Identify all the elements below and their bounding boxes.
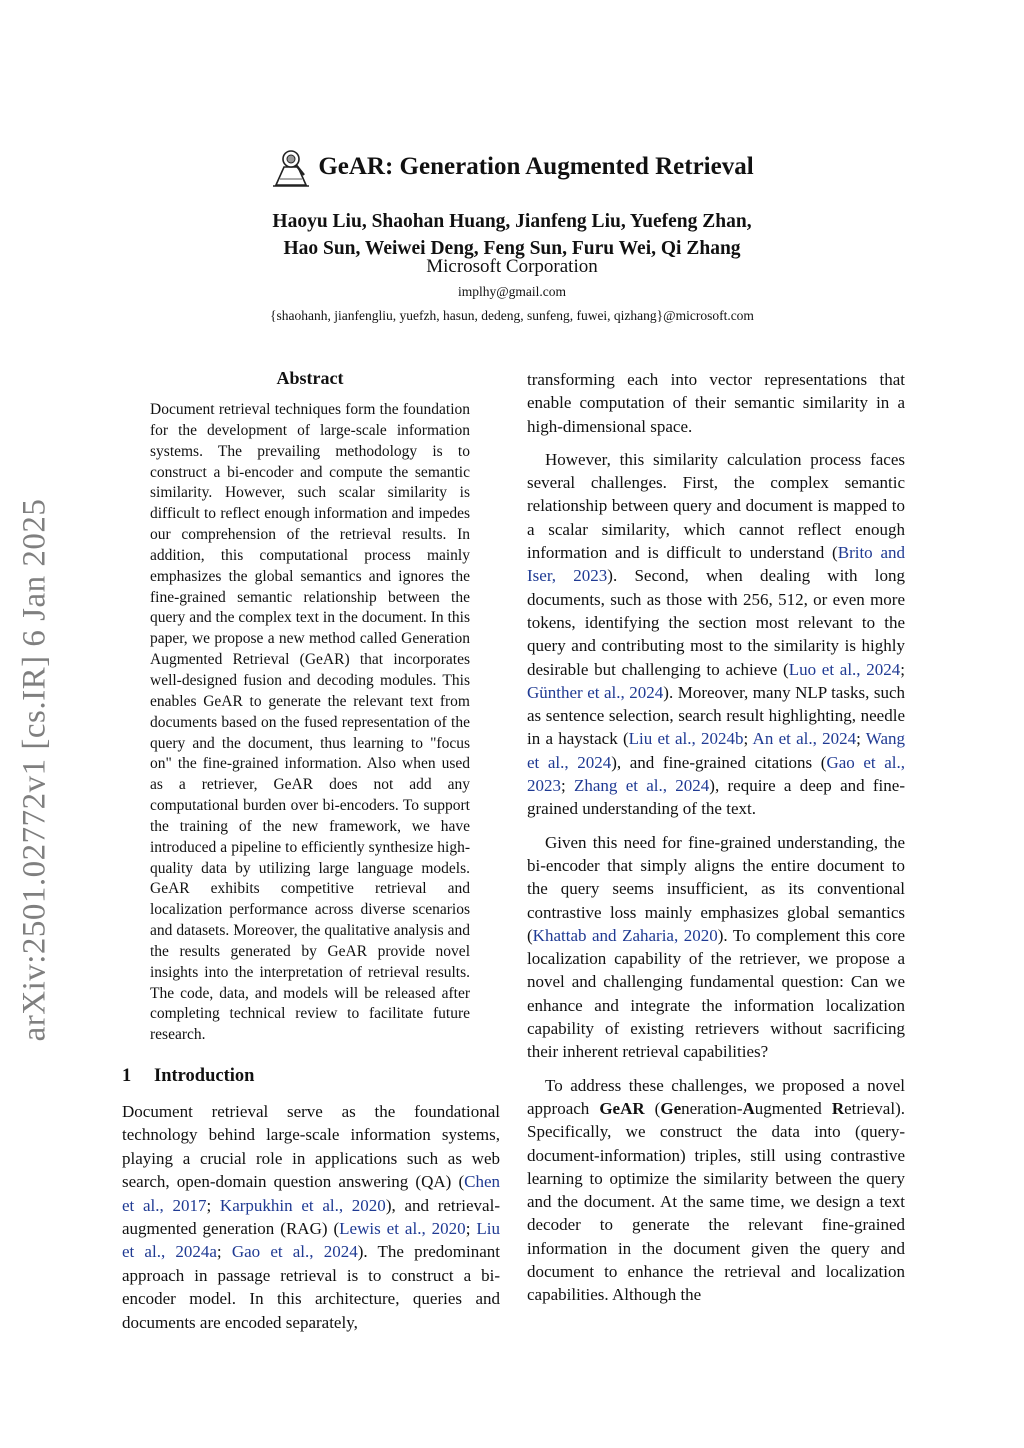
citation-link[interactable]: Karpukhin et al., 2020 <box>219 1195 386 1215</box>
body-paragraph: Given this need for fine-grained understanding, the bi-encoder that simply aligns the entire document to the query seems insufficient, as its conventional contrastive loss mainly emphasizes global semantics (Khattab and Zaharia, 2020). To complement this core localization capability of the retriever, we propose a novel and challenging fundamental question: Can we enhance and integrate the information localization capability of existing retrievers without sacrificing their inherent retrieval capabilities? <box>527 832 905 1062</box>
arxiv-id: arXiv:2501.02772v1 [cs.IR] 6 Jan 2025 <box>16 498 53 1042</box>
section-heading-introduction <box>122 1066 500 1087</box>
citation-link[interactable]: Chen et al., 2017 <box>122 1172 500 1215</box>
gear-logo-icon <box>270 145 312 189</box>
citation-link[interactable]: Gao et al., 2023 <box>527 752 905 796</box>
body-paragraph: transforming each into vector representations that enable computation of their semantic similarity in a high-dimensional space. <box>527 370 905 436</box>
body-paragraph: To address these challenges, we proposed a novel approach GeAR (Generation-Augmented Retrieval). Specifically, we construct the data into (query-document-information) triples, still using contrastive learning to optimize the similarity between the query and the document. At the same time, we design a text decoder to generate the relevant fine-grained information in the document given the query and document to enhance the retrieval and localization capabilities. Although the <box>527 1075 905 1305</box>
abstract-text: Document retrieval techniques form the foundation for the development of large-scale information systems. The prevailing methodology is to construct a bi-encoder and compute the semantic similarity. However, such scalar similarity is difficult to reflect enough information and impedes our comprehension of the retrieval results. In addition, this computational process mainly emphasizes the global semantics and ignores the fine-grained semantic relationship between the query and the complex text in the document. In this paper, we propose a new method called Generation Augmented Retrieval (GeAR) that incorporates well-designed fusion and decoding modules. This enables GeAR to generate the relevant text from documents based on the fused representation of the query and the document, thus learning to "focus on" the fine-grained information. Also when used as a retriever, GeAR does not add any computational burden over bi-encoders. To support the training of the new framework, we have introduced a pipeline to efficiently synthesize high-quality data by utilizing large language models. GeAR exhibits competitive retrieval and localization performance across diverse scenarios and datasets. Moreover, the qualitative analysis and the results generated by GeAR provide novel insights into the interpretation of retrieval results. The code, data, and models will be released after completing technical review to facilitate future research. <box>150 401 470 1044</box>
arxiv-sidebar-stamp <box>10 460 60 1080</box>
citation-link[interactable]: Lewis et al., 2020 <box>339 1219 466 1239</box>
citation-link[interactable]: Gao et al., 2024 <box>231 1242 358 1262</box>
right-column <box>527 368 905 1317</box>
abstract-heading: Abstract <box>276 368 344 388</box>
group-emails: {shaohanh, jianfengliu, yuefzh, hasun, dedeng, sunfeng, fuwei, qizhang}@microsoft.com <box>270 308 754 323</box>
intro-paragraph: Document retrieval serve as the foundational technology behind large-scale information systems, playing a crucial role in applications such as web search, open-domain question answering (QA) (Chen et al., 2017; Karpukhin et al., 2020), and retrieval-augmented generation (RAG) (Lewis et al., 2020; Liu et al., 2024a; Gao et al., 2024). The predominant approach in passage retrieval is to construct a bi-encoder model. In this architecture, queries and documents are encoded separately, <box>122 1102 500 1332</box>
citation-link[interactable]: Liu et al., 2024b <box>628 729 744 749</box>
affiliation: Microsoft Corporation <box>426 256 598 277</box>
citation-link[interactable]: Zhang et al., 2024 <box>574 776 710 796</box>
body-paragraph: However, this similarity calculation process faces several challenges. First, the complex semantic relationship between query and document is mapped to a scalar similarity, which cannot reflect enough information and is difficult to understand (Brito and Iser, 2023). Second, when dealing with long documents, such as those with 256, 512, or even more tokens, identifying the section most relevant to the query and contributing most to the similarity is highly desirable but challenging to achieve (Luo et al., 2024; Günther et al., 2024). Moreover, many NLP tasks, such as sentence selection, search result highlighting, needle in a haystack (Liu et al., 2024b; An et al., 2024; Wang et al., 2024), and fine-grained citations (Gao et al., 2023; Zhang et al., 2024), require a deep and fine-grained understanding of the text. <box>527 449 906 819</box>
title-row <box>0 145 1024 189</box>
citation-link[interactable]: An et al., 2024 <box>752 729 857 749</box>
citation-link[interactable]: Luo et al., 2024 <box>788 659 901 679</box>
authors-line-2: Hao Sun, Weiwei Deng, Feng Sun, Furu Wei, Qi Zhang <box>283 238 741 259</box>
section-title: Introduction <box>154 1066 255 1086</box>
contact-email: implhy@gmail.com <box>457 284 567 299</box>
authors-line-1: Haoyu Liu, Shaohan Huang, Jianfeng Liu, Yuefeng Zhan, <box>272 211 752 232</box>
section-number: 1 <box>122 1066 132 1086</box>
citation-link[interactable]: Wang et al., 2024 <box>527 729 905 772</box>
author-list <box>0 208 1024 262</box>
citation-link[interactable]: Liu et al., 2024a <box>122 1219 500 1262</box>
citation-link[interactable]: Günther et al., 2024 <box>527 682 664 702</box>
citation-link[interactable]: Brito and Iser, 2023 <box>527 543 906 586</box>
citation-link[interactable]: Khattab and Zaharia, 2020 <box>532 925 718 945</box>
paper-title: GeAR: Generation Augmented Retrieval <box>318 153 754 180</box>
